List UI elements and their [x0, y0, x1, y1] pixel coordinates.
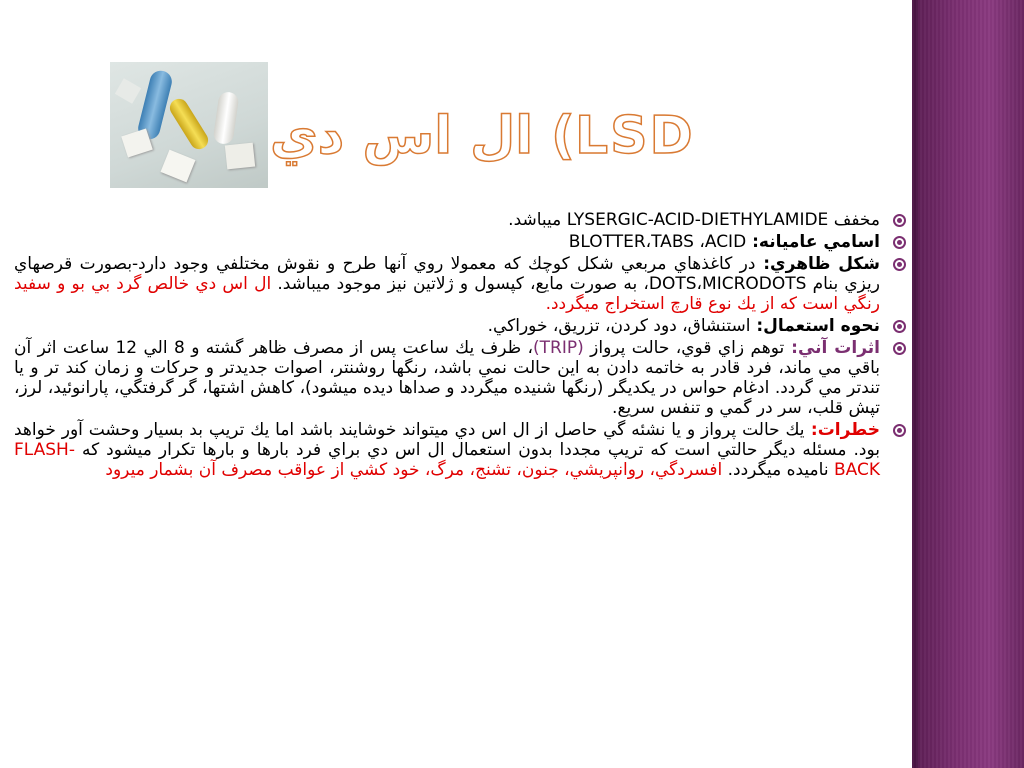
bullet-icon [893, 424, 906, 437]
list-item: شكل ظاهري: در كاغذهاي مربعي شكل كوچك كه معمولا روي آنها طرح و نقوش مختلفي وجود دارد-بصورت قرصهاي ريزي بنام DOTS،MICRODOTS، به صورت مايع، كپسول و ژلاتين نيز موجود ميباشد. ال اس دي خالص گرد بي بو و سفيد رنگي است كه از يك نوع قارچ استخراج ميگردد. [14, 254, 906, 314]
list-item: اثرات آني: توهم زاي قوي، حالت پرواز (TRIP)، ظرف يك ساعت پس از مصرف ظاهر گشته و 8 الي 12 ساعت اثر آن باقي مي ماند، فرد قادر به خاتمه دادن به اين حالت نمي باشد، رنگها روشنتر، اصوات جديدتر و حركات و زمان كند تر و يا تندتر مي گردد. ادغام حواس در يكديگر (رنگها شنيده ميگردد و صداها ديده ميشود)، كاهش اشتها، گر گرفتگي، پارانوئيد، لرز، تپش قلب، سر در گمي و تنفس سريع. [14, 338, 906, 418]
yellow-capsule-shape [167, 95, 212, 152]
list-item: خطرات: يك حالت پرواز و يا نشئه گي حاصل از ال اس دي ميتواند خوشايند باشد اما يك تريپ بد بسيار وحشت آور خواهد بود. مسئله ديگر حالتي است كه تريپ مجددا بدون استعمال ال اس دي براي فرد بارها و بارها تكرار ميشود كه FLASH-BACK ناميده ميگردد. افسردگي، روانپريشي، جنون، تشنج، مرگ، خود كشي از عواقب مصرف آن بشمار ميرود [14, 420, 906, 480]
bullet-icon [893, 342, 906, 355]
slide-title: ال اس دي (LSD [270, 106, 695, 166]
white-capsule-shape [212, 91, 239, 145]
bullet-icon [893, 320, 906, 333]
lsd-pills-photo [110, 62, 268, 188]
decorative-sidebar [912, 0, 1024, 768]
list-item: اسامي عاميانه: BLOTTER،TABS ،ACID [14, 232, 906, 252]
bullet-list [14, 210, 906, 482]
tablet-shape [115, 78, 141, 104]
tablet-shape [161, 150, 196, 183]
list-item: مخفف LYSERGIC-ACID-DIETHYLAMIDE ميباشد. [14, 210, 906, 230]
list-item: نحوه استعمال: استنشاق، دود كردن، تزريق، خوراكي. [14, 316, 906, 336]
bullet-icon [893, 214, 906, 227]
bullet-icon [893, 236, 906, 249]
bullet-icon [893, 258, 906, 271]
tablet-shape [225, 143, 255, 170]
